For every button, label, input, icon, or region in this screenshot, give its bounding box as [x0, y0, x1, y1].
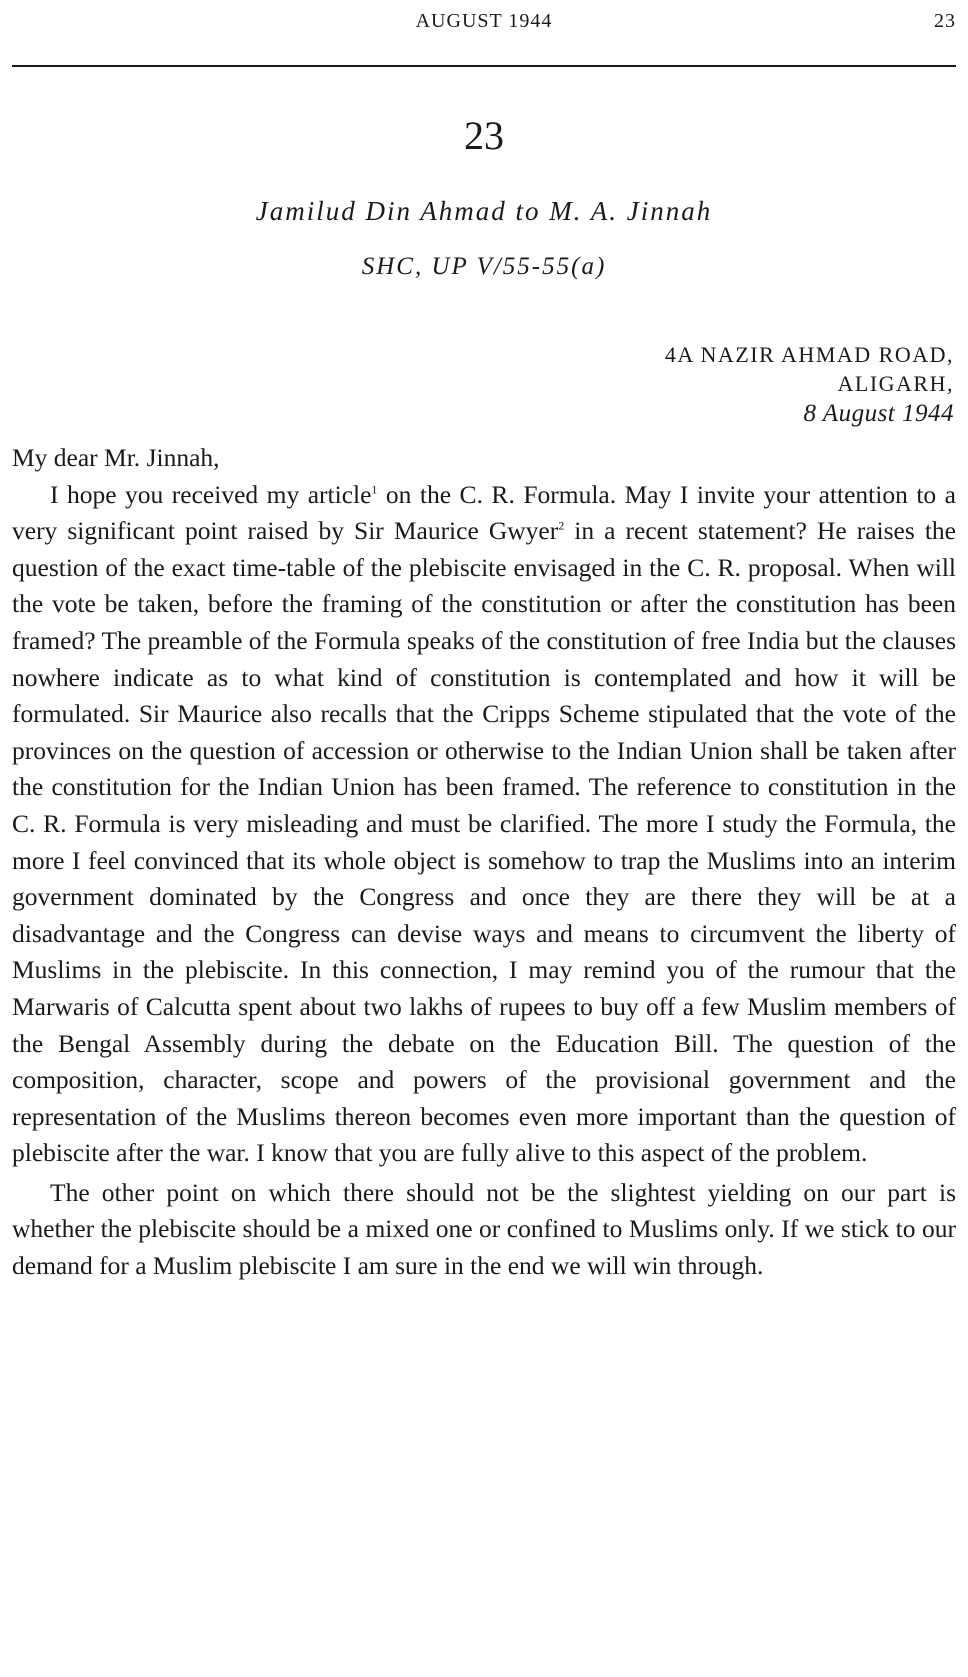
paragraph-1-text-b: on the C. R. Formula. May I invite your attention to a very significant point raised by Sir Maurice Gwyer: [12, 479, 956, 546]
paragraph-1-text-c: in a recent statement? He raises the question of the exact time-table of the plebiscite envisaged in the C. R. proposal. When will the vote be taken, before the framing of the constitution or after the constitution has been framed? The preamble of the Formula speaks of the constitution of free India but the clauses nowhere indicate as to what kind of constitution is contemplated and how it will be formulated. Sir Maurice also recalls that the Cripps Scheme stipulated that the vote of the provinces on the question of accession or otherwise to the Indian Union shall be taken after the constitution for the Indian Union has been framed. The reference to constitution in the C. R. Formula is very misleading and must be clarified. The more I study the Formula, the more I feel convinced that its whole object is somehow to trap the Muslims into an interim government dominated by the Congress and once they are there they will be at a disadvantage and the Congress can devise ways and means to circumvent the liberty of Muslims in the plebiscite. In this connection, I may remind you of the rumour that the Marwaris of Calcutta spent about two lakhs of rupees to buy off a few Muslim members of the Bengal Assembly during the debate on the Education Bill. The question of the composition, character, scope and powers of the provisional government and the representation of the Muslims thereon becomes even more important than the question of plebiscite after the war. I know that you are fully alive to this aspect of the problem.: [12, 516, 956, 1168]
running-header: [12, 10, 956, 40]
sender-address: [665, 340, 954, 428]
address-line-street: 4A NAZIR AHMAD ROAD,: [664, 342, 954, 367]
paragraph-1: [12, 477, 956, 1172]
running-title: AUGUST 1944: [415, 10, 553, 32]
document-source: SHC, UP V/55-55(a): [361, 253, 607, 280]
paragraph-2: The other point on which there should not be the slightest yielding on our part is whether the plebiscite should be a mixed one or confined to Muslims only. If we stick to our demand for a Muslim plebiscite I am sure in the end we will win through.: [12, 1177, 956, 1281]
paragraph-1-text-a: I hope you received my article: [50, 479, 372, 509]
document-number: 23: [464, 113, 504, 158]
document-heading: Jamilud Din Ahmad to M. A. Jinnah: [255, 196, 713, 226]
footnote-marker-1: 1: [371, 482, 378, 497]
salutation: My dear Mr. Jinnah,: [12, 443, 220, 472]
address-line-city: ALIGARH,: [837, 371, 954, 396]
letter-date: 8 August 1944: [803, 400, 954, 427]
header-rule: [12, 65, 956, 67]
letter-body: [12, 440, 956, 1285]
footnote-marker-2: 2: [558, 518, 565, 533]
page-number: 23: [934, 10, 956, 32]
